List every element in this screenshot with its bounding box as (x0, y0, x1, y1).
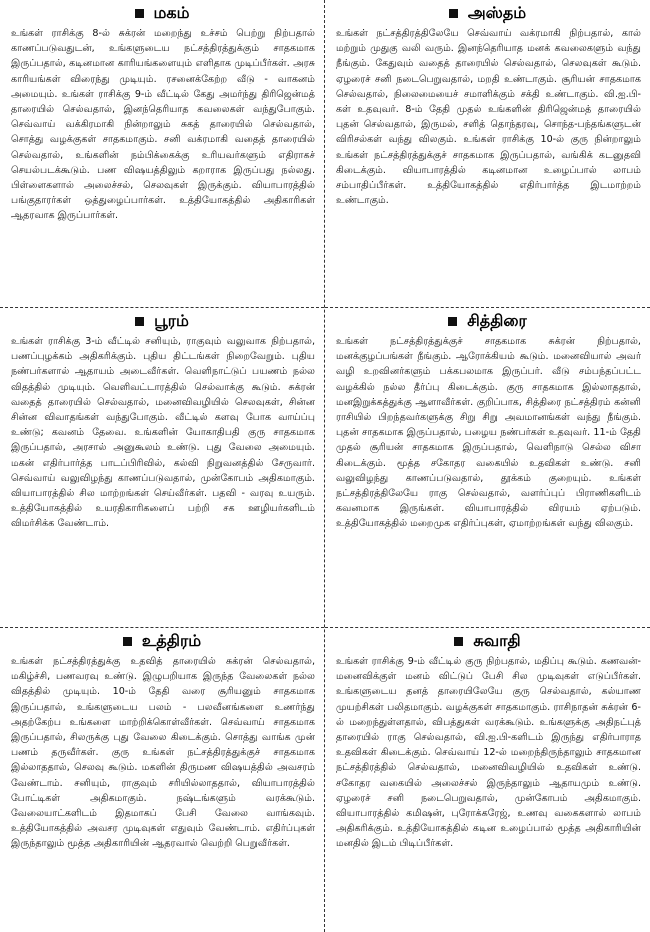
section-text: உங்கள் நட்சத்திரத்திலேயே செவ்வாய் வக்ரமாகி நிற்பதால், கால் மற்றும் முதுகு வலி வரும். இனந்தெரியாத மனக் கவலைகளும் வந்து நீங்கும். கேதுவும் வதைத் தாரையில் செல்வதால், செலவுகள் கூடும். ஏழரைச் சனி நடைபெறுவதால், மறதி உண்டாகும். சூரியன் சாதகமாக செல்வதால், நிலைமையைச் சமாளிக்கும் சக்தி உண்டாகும். வி.ஐ.பி-கள் உதவுவர். 8-ம் தேதி முதல் உங்களின் திரிஜென்மத் தாரையில் புதன் செல்வதால், இருமல், சளித் தொந்தரவு, சொந்த-பந்தங்களுடன் விரிசல்கள் வந்து விலகும். உங்கள் ராசிக்கு 10-ல் குரு நின்றாலும் உங்கள் நட்சத்திரத்துக்குச் சாதகமாக இருப்பதால், வங்கிக் கடனுதவி கிடைக்கும். வியாபாரத்தில் கடினமான உழைப்பால் லாபம் சம்பாதிப்பீர்கள். உத்தியோகத்தில் எதிர்பார்த்த இடமாற்றம் உண்டாகும். (336, 28, 641, 207)
section-magam (0, 0, 324, 308)
section-pooram (0, 308, 324, 628)
section-header (0, 628, 324, 654)
section-text: உங்கள் நட்சத்திரத்துக்கு உதவித் தாரையில் சுக்ரன் செல்வதால், மகிழ்ச்சி, பணவரவு உண்டு. இழுபறியாக இருந்த வேலைகள் நல்ல விதத்தில் முடியும். 10-ம் தேதி வரை சூரியனும் சாதகமாக இருப்பதால், உங்களுடைய பலம் - பலவீனங்களை உணர்ந்து அதற்கேற்ப உங்களை மாற்றிக்கொள்வீர்கள். செவ்வாய் சாதகமாக இருப்பதால், சிலருக்கு புது வேலை கிடைக்கும். சொத்து வாங்க முன் பணம் தருவீர்கள். குரு உங்கள் நட்சத்திரத்துக்குச் சாதகமாக இல்லாததால், செலவு கூடும். மகளின் திருமண விஷயத்தில் அவசரம் வேண்டாம். சனியும், ராகுவும் சரியில்லாததால், வியாபாரத்தில் போட்டிகள் அதிகமாகும். நஷ்டங்களும் வரக்கூடும். வேலையாட்களிடம் இதமாகப் பேசி வேலை வாங்கவும். உத்தியோகத்தில் அவசர முடிவுகள் எதுவும் வேண்டாம். எதிர்ப்புகள் இருந்தாலும் மூத்த அதிகாரியின் ஆதரவால் வெற்றி பெறுவீர்கள். (11, 656, 315, 850)
square-bullet-icon (449, 9, 458, 18)
section-title: உத்திரம் (141, 630, 202, 650)
section-text: உங்கள் நட்சத்திரத்துக்குச் சாதகமாக சுக்ரன் நிற்பதால், மனக்குழப்பங்கள் நீங்கும். ஆரோக்கியம் கூடும். மனைவியால் அவர் வழி உறவினர்களும் பக்கபலமாக இருப்பர். வீடு சம்பந்தப்பட்ட வழக்கில் நல்ல தீர்ப்பு கிடைக்கும். குரு சாதகமாக இல்லாததால், மனஇறுக்கத்துக்கு ஆளாவீர்கள். குறிப்பாக, சித்திரை நட்சத்திரம் கன்னி ராசியில் பிறந்தவர்களுக்கு சிறு சிறு அவமானங்கள் வந்து நீங்கும். புதன் சாதகமாக இருப்பதால், பழைய நண்பர்கள் உதவுவர். 11-ம் தேதி முதல் சூரியன் சாதகமாக இருப்பதால், வெளிநாடு செல்ல விசா கிடைக்கும். மூத்த சகோதர வகையில் உதவிகள் உண்டு. சனி வலுவிழந்து காணப்படுவதால், தூக்கம் குறையும். உங்கள் நட்சத்திரத்திலேயே ராகு செல்வதால், வளர்ப்புப் பிராணிகளிடம் கவனமாக இருங்கள். வியாபாரத்தில் விரயம் ஏற்படும். உத்தியோகத்தில் மறைமுக எதிர்ப்புகள், ஏமாற்றங்கள் வந்து விலகும். (336, 336, 641, 530)
square-bullet-icon (454, 637, 463, 646)
section-header (325, 0, 650, 26)
section-chithirai (325, 308, 650, 628)
section-swathi (325, 628, 650, 932)
square-bullet-icon (448, 317, 457, 326)
section-astham (325, 0, 650, 308)
section-header (0, 308, 324, 334)
square-bullet-icon (123, 637, 132, 646)
section-uthiram (0, 628, 324, 932)
section-text: உங்கள் ராசிக்கு 8-ல் சுக்ரன் மறைந்து உச்சம் பெற்று நிற்பதால் காணப்படுவதுடன், உங்களுடைய நட்சத்திரத்துக்கும் சாதகமாக இருப்பதால், கடினமான காரியங்களையும் எளிதாக முடிப்பீர்கள். அரசு காரியங்கள் விரைந்து முடியும். ரசனைக்கேற்ற வீடு - வாகனம் அமையும். உங்கள் ராசிக்கு 9-ம் வீட்டில் கேது அமர்ந்து திரிஜென்மத் தாரையில் செல்வதால், இனந்தெரியாத கவலைகள் வந்துபோகும். செவ்வாய் வக்கிரமாகி நின்றாலும் சுகத் தாரையில் செல்வதால், சொத்து வழக்குகள் சாதகமாகும். சனி வக்ரமாகி வதைத் தாரையில் செல்வதால், உங்களின் நம்பிக்கைக்கு உரியவர்களும் எதிராகச் செயல்படக்கூடும். பண விஷயத்திலும் கறாராக இருப்பது நல்லது. பிள்ளைகளால் அலைச்சல், செலவுகள் இருக்கும். வியாபாரத்தில் பங்குதாரர்கள் ஒத்துழைப்பார்கள். உத்தியோகத்தில் அதிகாரிகள் ஆதரவாக இருப்பார்கள். (11, 28, 315, 222)
section-title: சுவாதி (473, 630, 521, 650)
square-bullet-icon (135, 317, 144, 326)
section-title: சித்திரை (467, 310, 527, 330)
section-text: உங்கள் ராசிக்கு 3-ம் வீட்டில் சனியும், ராகுவும் வலுவாக நிற்பதால், பணப்புழக்கம் அதிகரிக்கும். புதிய திட்டங்கள் நிறைவேறும். புதிய நண்பர்களால் ஆதாயம் அடைவீர்கள். வெளிநாட்டுப் பயணம் நல்ல விதத்தில் முடியும். வெளிவட்டாரத்தில் செல்வாக்கு கூடும். சுக்ரன் வதைத் தாரையில் செல்வதால், மனைவிவழியில் செலவுகள், சின்ன சின்ன விவாதங்கள் வந்துபோகும். வீட்டில் களவு போக வாய்ப்பு உண்டு; கவனம் தேவை. உங்களின் யோகாதிபதி குரு சாதகமாக இருப்பதால், அரசால் அனுகூலம் உண்டு. புது வேலை அமையும். மகன் எதிர்பார்த்த பாடப்பிரிவில், கல்வி நிறுவனத்தில் சேருவார். செவ்வாய் வலுவிழந்து காணப்படுவதால், முன்கோபம் அதிகமாகும். வியாபாரத்தில் சில மாற்றங்கள் செய்வீர்கள். பதவி - வரவு உயரும். உத்தியோகத்தில் உயரதிகாரிகளைப் பற்றி சக ஊழியர்களிடம் விமர்சிக்க வேண்டாம். (11, 336, 315, 530)
section-title: அஸ்தம் (467, 2, 527, 22)
section-header (325, 628, 650, 654)
section-title: பூரம் (154, 310, 189, 330)
square-bullet-icon (135, 9, 144, 18)
section-title: மகம் (153, 2, 190, 22)
section-header (325, 308, 650, 334)
section-text: உங்கள் ராசிக்கு 9-ம் வீட்டில் குரு நிற்பதால், மதிப்பு கூடும். கணவன்-மனைவிக்குள் மனம் விட்டுப் பேசி சில முடிவுகள் எடுப்பீர்கள். உங்களுடைய தனத் தாரையிலேயே குரு செல்வதால், கல்யாண முயற்சிகள் பலிதமாகும். வழக்குகள் சாதகமாகும். ராசிநாதன் சுக்ரன் 6-ல் மறைந்துள்ளதால், விபத்துகள் வரக்கூடும். உங்களுக்கு அதிநட்புத் தாரையில் ராகு செல்வதால், வி.ஐ.பி-களிடம் இருந்து எதிர்பாராத உதவிகள் கிடைக்கும். செவ்வாய் 12-ல் மறைந்திருந்தாலும் சாதகமான நட்சத்திரத்தில் செல்வதால், மனைவிவழியில் உதவிகள் உண்டு. சகோதர வகையில் அலைச்சல் இருந்தாலும் ஆதாயமும் உண்டு. ஏழரைச் சனி நடைபெறுவதால், முன்கோபம் அதிகமாகும். வியாபாரத்தில் கமிஷன், புரோக்கரேஜ், உணவு வகைகளால் லாபம் அதிகரிக்கும். உத்தியோகத்தில் கடின உழைப்பால் மூத்த அதிகாரியின் மனதில் இடம் பிடிப்பீர்கள். (336, 656, 641, 850)
right-column (325, 0, 650, 932)
section-header (0, 0, 324, 26)
